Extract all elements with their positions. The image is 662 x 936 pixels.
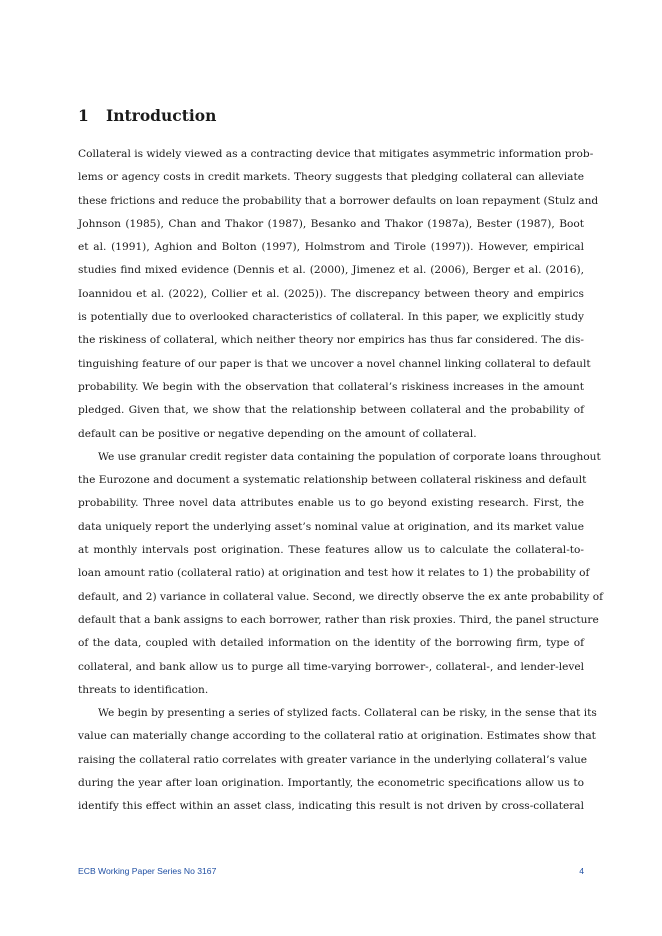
text-line: Ioannidou et al. (2022), Collier et al. (2025)). The discrepancy between theory and empirics xyxy=(78,287,584,300)
text-line: data uniquely report the underlying asset’s nominal value at origination, and its market value xyxy=(78,520,584,533)
text-line: tinguishing feature of our paper is that we uncover a novel channel linking collateral to default xyxy=(78,357,591,370)
footer-page-number: 4 xyxy=(579,866,584,876)
text-line: during the year after loan origination. Importantly, the econometric specifications allow us to xyxy=(78,777,584,790)
body-text xyxy=(78,143,604,819)
text-line: raising the collateral ratio correlates with greater variance in the underlying collateral’s value xyxy=(78,753,588,766)
text-line: We begin by presenting a series of stylized facts. Collateral can be risky, in the sense that its xyxy=(98,707,597,720)
footer-series-label: ECB Working Paper Series No 3167 xyxy=(78,866,217,876)
text-line: is potentially due to overlooked characteristics of collateral. In this paper, we explicitly study xyxy=(78,311,584,324)
text-line: the Eurozone and document a systematic relationship between collateral riskiness and default xyxy=(78,474,587,487)
section-number: 1 xyxy=(78,106,89,125)
text-line: loan amount ratio (collateral ratio) at origination and test how it relates to 1) the probability of xyxy=(78,567,590,580)
text-line: Collateral is widely viewed as a contracting device that mitigates asymmetric information prob- xyxy=(78,148,594,160)
text-line: probability. We begin with the observation that collateral’s riskiness increases in the amount xyxy=(78,380,584,393)
text-line: default can be positive or negative depending on the amount of collateral. xyxy=(78,427,477,440)
text-line: We use granular credit register data containing the population of corporate loans throughout xyxy=(98,450,601,463)
text-line: et al. (1991), Aghion and Bolton (1997), Holmstrom and Tirole (1997)). However, empirical xyxy=(78,241,584,254)
text-line: Johnson (1985), Chan and Thakor (1987), Besanko and Thakor (1987a), Bester (1987), Boot xyxy=(78,217,584,230)
text-line: pledged. Given that, we show that the relationship between collateral and the probability of xyxy=(78,404,584,417)
text-line: identify this effect within an asset class, indicating this result is not driven by cross-collateral xyxy=(78,800,584,813)
text-line: these frictions and reduce the probability that a borrower defaults on loan repayment (Stulz and xyxy=(78,194,599,207)
section-title: Introduction xyxy=(106,106,217,125)
text-line: studies find mixed evidence (Dennis et al. (2000), Jimenez et al. (2006), Berger et al. (2016), xyxy=(78,264,584,277)
text-line: at monthly intervals post origination. These features allow us to calculate the collateral-to- xyxy=(78,544,584,557)
text-line: of the data, coupled with detailed information on the identity of the borrowing firm, type of xyxy=(78,637,584,650)
text-line: threats to identification. xyxy=(78,683,209,696)
text-line: the riskiness of collateral, which neither theory nor empirics has thus far considered. The dis- xyxy=(78,334,584,347)
section-heading xyxy=(78,106,216,125)
text-line: value can materially change according to the collateral ratio at origination. Estimates show that xyxy=(78,730,596,743)
text-line: probability. Three novel data attributes enable us to go beyond existing research. First, the xyxy=(78,497,584,510)
text-line: default that a bank assigns to each borrower, rather than risk proxies. Third, the panel structure xyxy=(78,613,599,626)
text-line: collateral, and bank allow us to purge all time-varying borrower-, collateral-, and lender-level xyxy=(78,660,584,673)
text-line: default, and 2) variance in collateral value. Second, we directly observe the ex ante probability of xyxy=(78,590,604,603)
text-line: lems or agency costs in credit markets. Theory suggests that pledging collateral can alleviate xyxy=(78,171,584,184)
